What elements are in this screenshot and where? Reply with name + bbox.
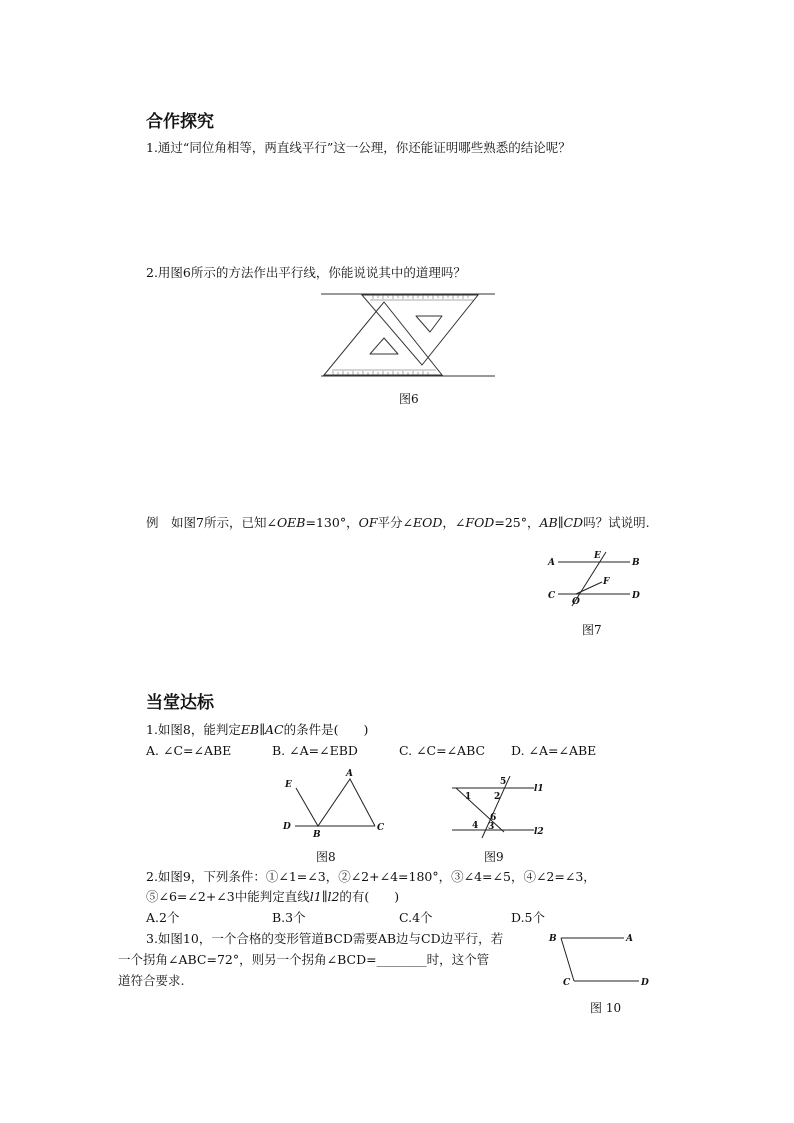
fig7-label-e: E bbox=[594, 551, 601, 561]
fig8-label-e: E bbox=[285, 780, 292, 790]
fig9-label-1: 1 bbox=[465, 792, 472, 802]
quiz-question-1-option-c: C. ∠C=∠ABC bbox=[399, 743, 486, 758]
fig9-label-2: 2 bbox=[494, 792, 501, 802]
section-title-in-class-check: 当堂达标 bbox=[146, 693, 214, 713]
question-2-text: 2.用图6所示的方法作出平行线，你能说说其中的道理吗？ bbox=[146, 265, 466, 280]
fig8-label-c: C bbox=[377, 823, 385, 833]
figure-8-caption: 图8 bbox=[316, 850, 336, 864]
fig7-label-d: D bbox=[632, 591, 640, 601]
figure-9-parallel-lines bbox=[448, 772, 548, 840]
figure-10-caption: 图 10 bbox=[590, 1001, 622, 1015]
fig10-label-c: C bbox=[563, 978, 571, 988]
fig7-label-b: B bbox=[632, 558, 640, 568]
quiz-question-2-option-c: C.4个 bbox=[399, 910, 433, 925]
quiz-question-2-line-2: ⑤∠6=∠2+∠3中能判定直线l1∥l2的有( ) bbox=[146, 889, 400, 904]
quiz-question-3-line-2: 一个拐角∠ABC=72°，则另一个拐角∠BCD=________时，这个管 bbox=[118, 952, 490, 967]
fig7-label-o: O bbox=[572, 597, 580, 607]
quiz-question-1-option-a: A. ∠C=∠ABE bbox=[146, 743, 232, 758]
fig9-label-l1: l1 bbox=[534, 784, 544, 794]
fig10-label-b: B bbox=[549, 934, 557, 944]
quiz-question-1-option-d: D. ∠A=∠ABE bbox=[511, 743, 597, 758]
fig8-label-b: B bbox=[313, 830, 321, 840]
figure-6-caption: 图6 bbox=[399, 392, 419, 406]
figure-9-caption: 图9 bbox=[484, 850, 504, 864]
figure-7-caption: 图7 bbox=[582, 623, 602, 637]
figure-8-triangle bbox=[280, 765, 390, 840]
quiz-question-3-text bbox=[118, 931, 538, 989]
figure-7-parallel-lines bbox=[540, 548, 650, 608]
fig9-label-l2: l2 bbox=[534, 827, 544, 837]
fig7-label-c: C bbox=[548, 591, 556, 601]
fig7-label-f: F bbox=[603, 577, 610, 587]
example-text: 例 如图7所示，已知∠OEB=130°，OF平分∠EOD，∠FOD=25°，AB∥CD吗？试说明. bbox=[146, 515, 650, 530]
fig9-label-3: 3 bbox=[488, 822, 495, 832]
quiz-question-2-option-b: B.3个 bbox=[272, 910, 306, 925]
quiz-question-3-line-1: 3.如图10，一个合格的变形管道BCD需要AB边与CD边平行，若 bbox=[146, 931, 504, 946]
quiz-question-1-option-b: B. ∠A=∠EBD bbox=[272, 743, 358, 758]
figure-10-pipe-bend bbox=[544, 928, 656, 992]
fig8-label-d: D bbox=[283, 822, 291, 832]
fig9-label-5: 5 bbox=[500, 777, 507, 787]
quiz-question-2-option-d: D.5个 bbox=[511, 910, 546, 925]
fig10-label-a: A bbox=[626, 934, 633, 944]
quiz-question-2-line-1: 2.如图9，下列条件：①∠1=∠3，②∠2+∠4=180°，③∠4=∠5，④∠2=∠3， bbox=[146, 869, 596, 884]
section-title-cooperative-inquiry: 合作探究 bbox=[146, 112, 214, 132]
fig9-label-6: 6 bbox=[490, 813, 497, 823]
quiz-question-1-text: 1.如图8，能判定EB∥AC的条件是( ) bbox=[146, 722, 369, 737]
fig8-label-a: A bbox=[346, 769, 353, 779]
fig9-label-4: 4 bbox=[472, 821, 479, 831]
fig7-label-a: A bbox=[548, 558, 555, 568]
quiz-question-2-option-a: A.2个 bbox=[146, 910, 180, 925]
quiz-question-3-line-3: 道符合要求. bbox=[118, 973, 185, 988]
question-1-text: 1.通过“同位角相等，两直线平行”这一公理，你还能证明哪些熟悉的结论呢？ bbox=[146, 140, 571, 155]
fig10-label-d: D bbox=[641, 978, 649, 988]
figure-6-set-squares bbox=[318, 288, 498, 380]
